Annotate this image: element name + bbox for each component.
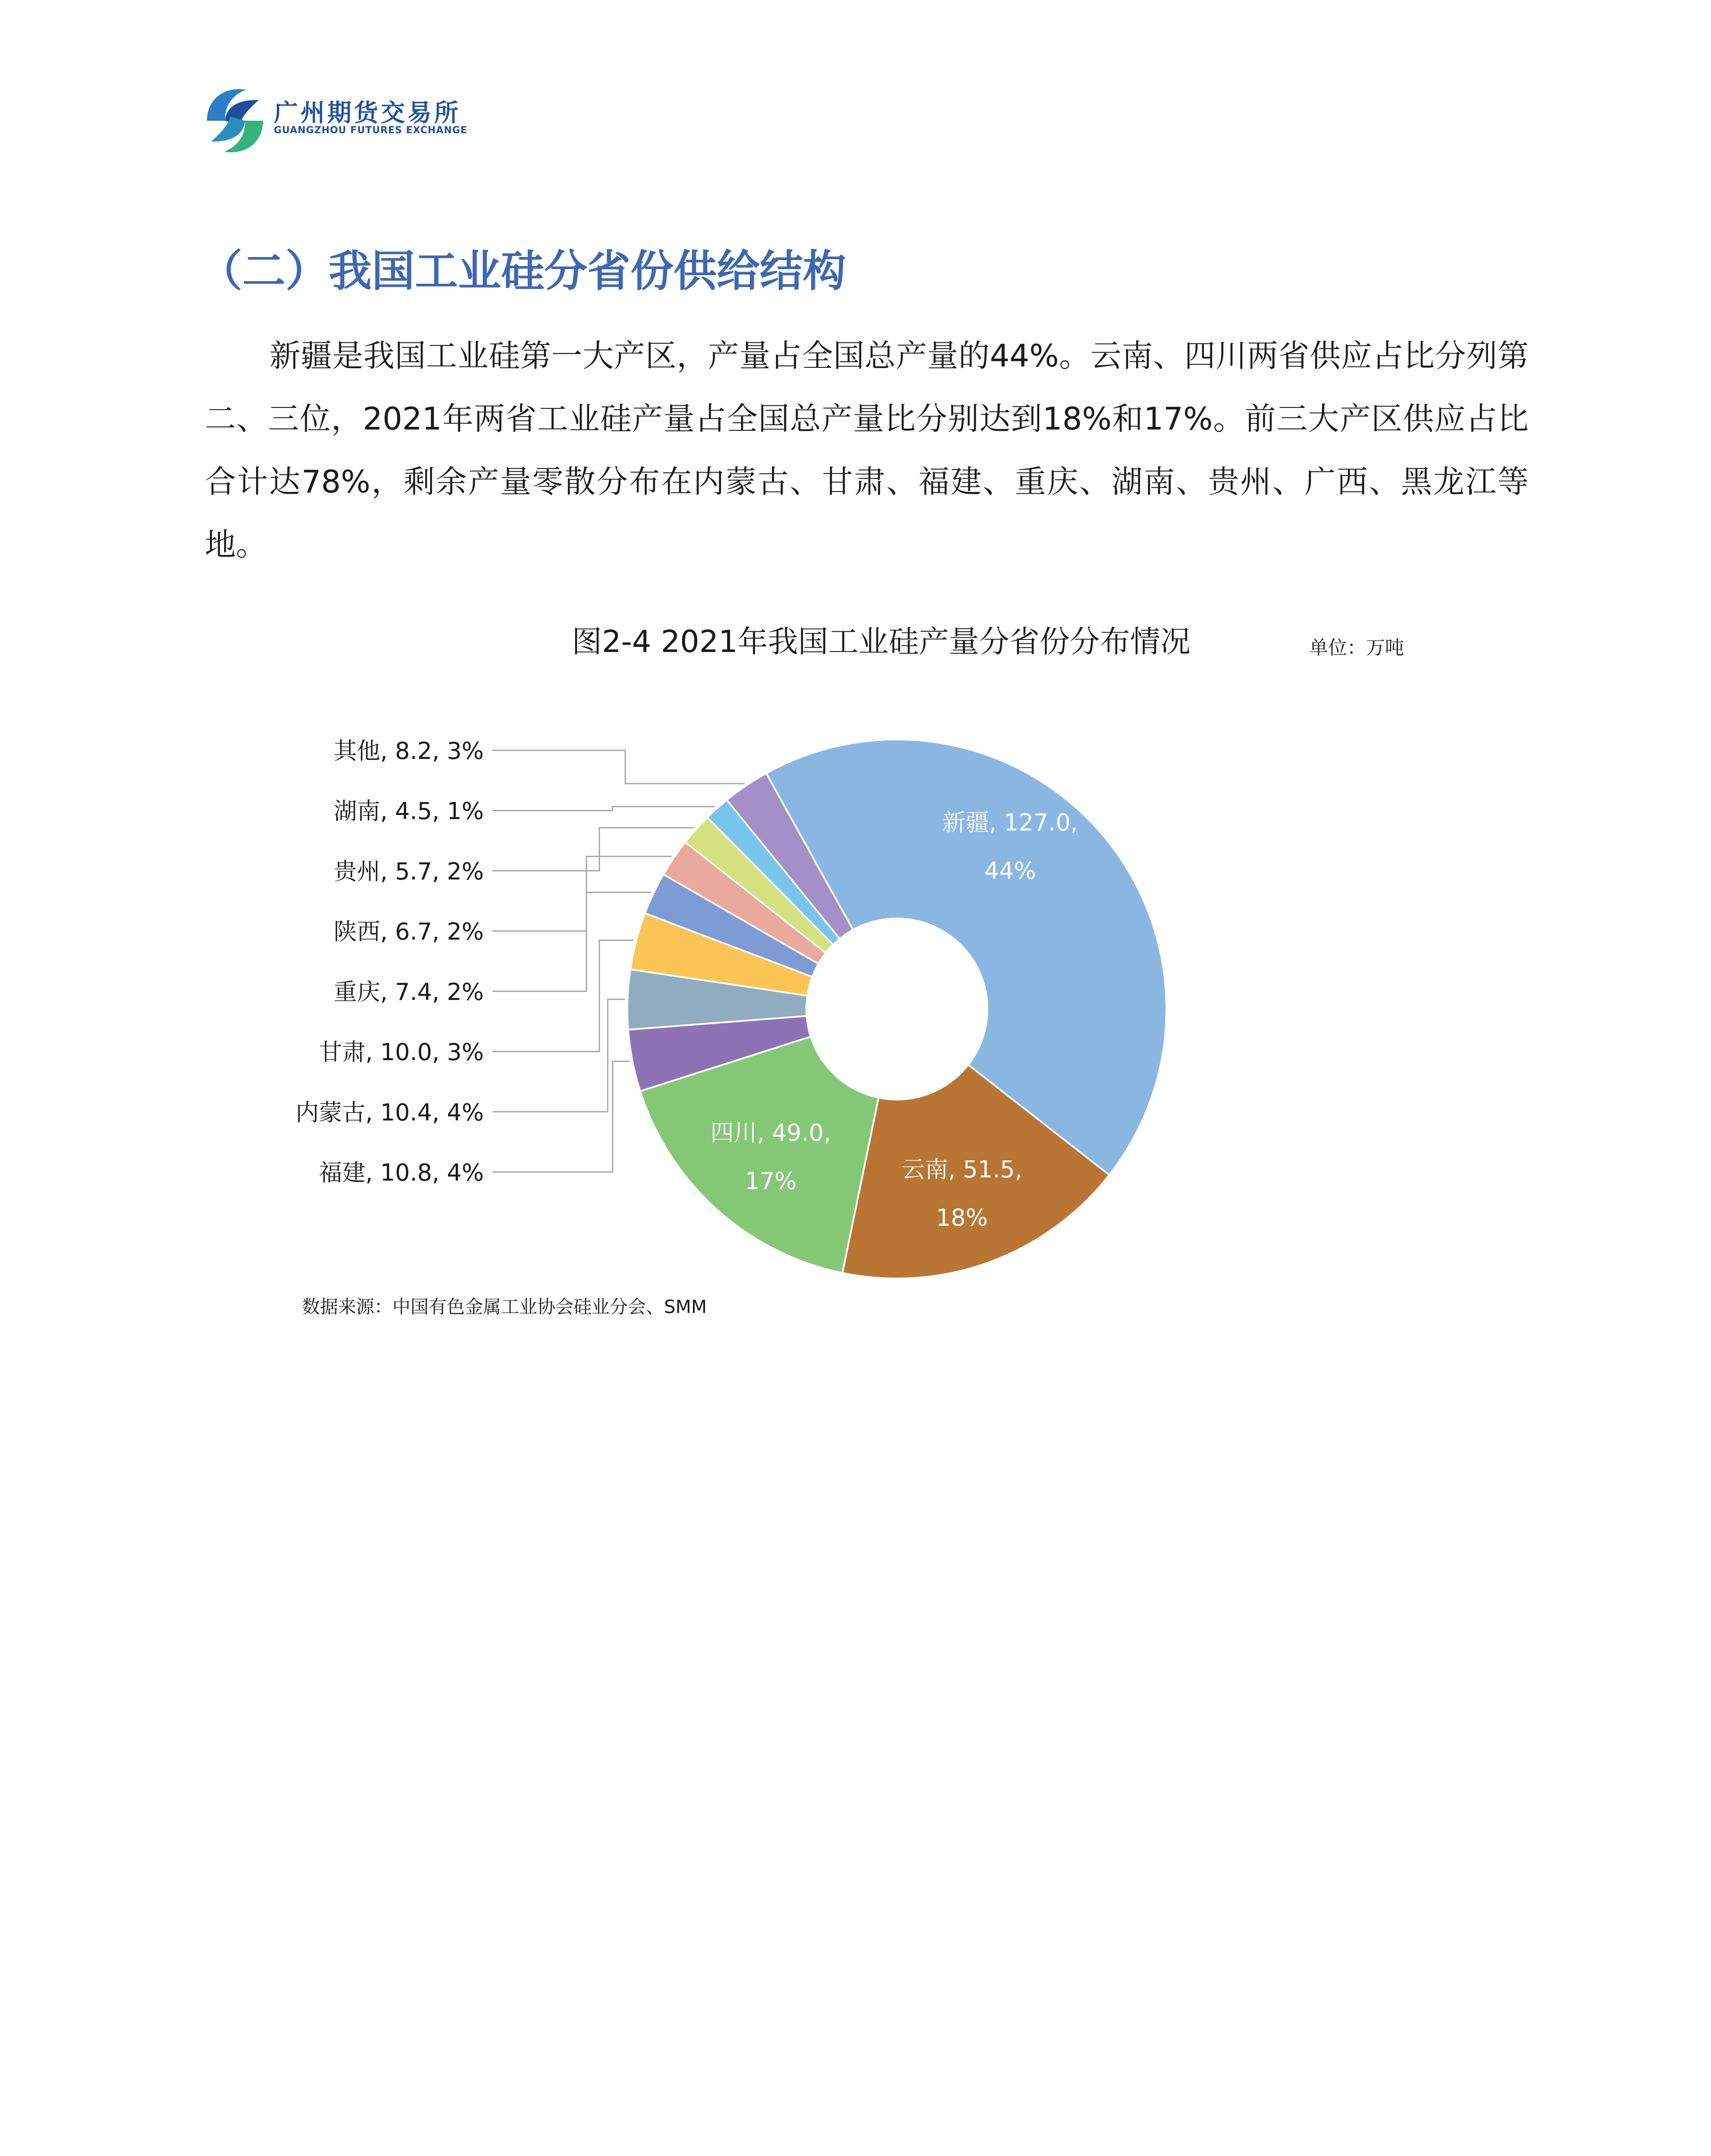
- inside-percent-0: 44%: [984, 857, 1036, 884]
- inside-percent-1: 18%: [936, 1204, 988, 1232]
- section-title: （二）我国工业硅分省份供给结构: [199, 246, 846, 296]
- outside-label-2: 甘肃, 10.0, 3%: [319, 1038, 484, 1066]
- outside-label-7: 其他, 8.2, 3%: [333, 737, 484, 765]
- leader-line-6: [492, 806, 715, 810]
- body-paragraph: 新疆是我国工业硅第一大产区，产量占全国总产量的44%。云南、四川两省供应占比分列第二、三位，2021年两省工业硅产量占全国总产量比分别达到18%和17%。前三大产区供应占比合计达78%，剩余产量零散分布在内蒙古、甘肃、福建、重庆、湖南、贵州、广西、黑龙江等地。: [205, 338, 1529, 563]
- outside-label-5: 贵州, 5.7, 2%: [333, 858, 484, 885]
- leader-line-1: [492, 1000, 625, 1112]
- leader-line-7: [492, 750, 745, 783]
- inside-label-2: 四川, 49.0,: [710, 1119, 831, 1147]
- logo-name: 广州期货交易所: [274, 99, 461, 127]
- leader-line-3: [492, 892, 651, 991]
- outside-label-1: 内蒙古, 10.4, 4%: [295, 1099, 484, 1126]
- inside-label-1: 云南, 51.5,: [901, 1156, 1022, 1183]
- chart-title: 图2-4 2021年我国工业硅产量分省份分布情况: [572, 624, 1191, 659]
- outside-label-0: 福建, 10.8, 4%: [319, 1159, 484, 1186]
- chart-source: 数据来源：中国有色金属工业协会硅业分会、SMM: [302, 1296, 707, 1317]
- logo-english-name: GUANGZHOU FUTURES EXCHANGE: [274, 125, 467, 136]
- leader-line-2: [492, 940, 633, 1052]
- chart-unit: 单位：万吨: [1309, 637, 1404, 659]
- outside-label-6: 湖南, 4.5, 1%: [333, 797, 484, 825]
- inside-label-0: 新疆, 127.0,: [942, 808, 1078, 836]
- outside-label-3: 重庆, 7.4, 2%: [333, 978, 484, 1006]
- leader-line-0: [492, 1061, 630, 1172]
- outside-label-4: 陕西, 6.7, 2%: [333, 918, 484, 946]
- inside-percent-2: 17%: [745, 1167, 797, 1195]
- leader-line-5: [492, 828, 694, 871]
